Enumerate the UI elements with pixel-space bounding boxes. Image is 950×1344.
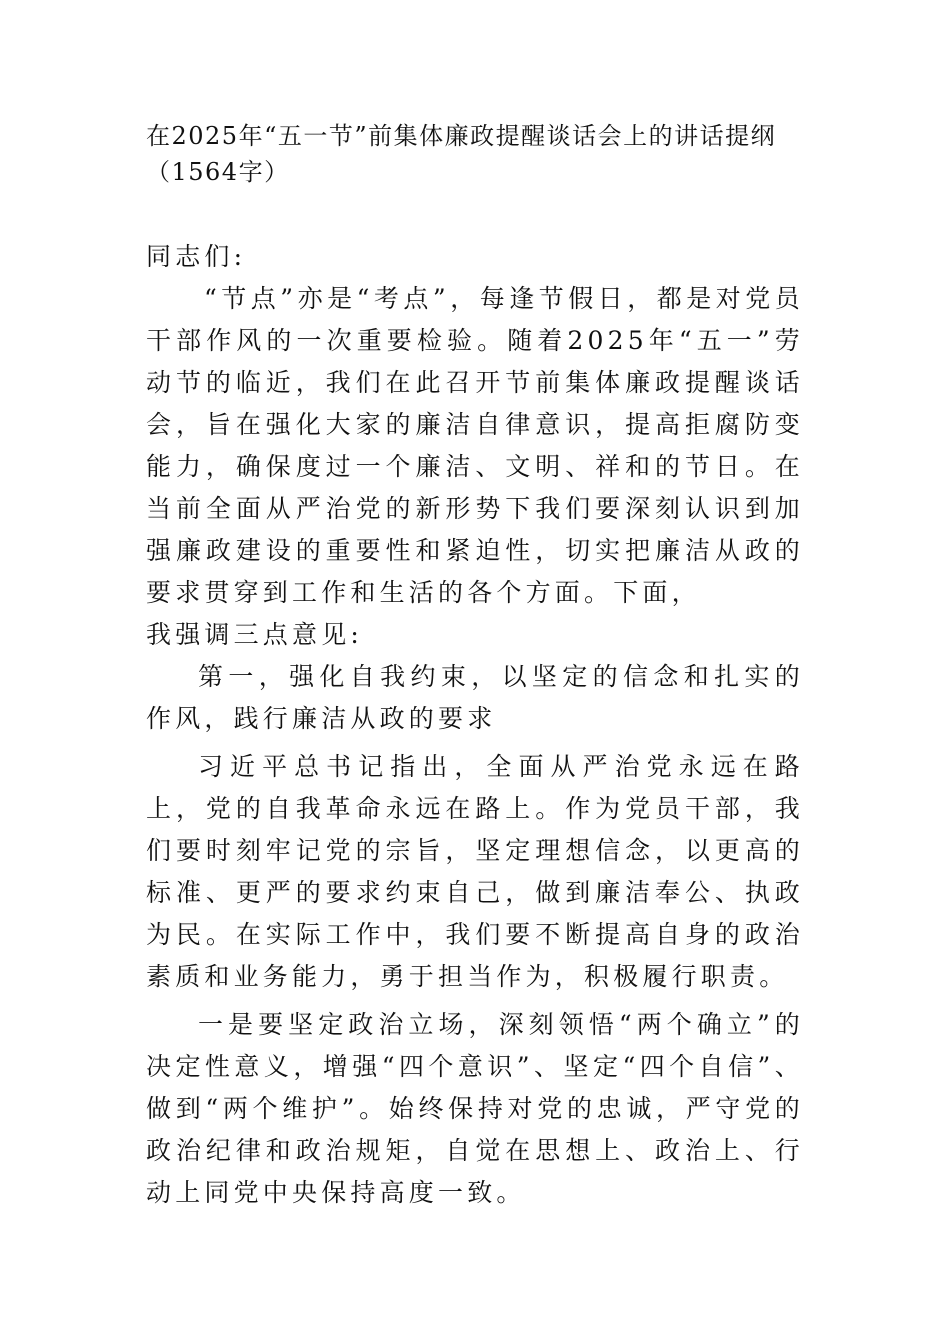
salutation: 同志们: xyxy=(146,242,247,271)
section-heading-first: 第一，强化自我约束，以坚定的信念和扎实的作风，践行廉洁从政的要求 xyxy=(146,662,804,733)
paragraph-point-one: 一是要坚定政治立场，深刻领悟“两个确立”的决定性意义，增强“四个意识”、坚定“四个自信”、做到“两个维护”。始终保持对党的忠诚，严守党的政治纪律和政治规矩，自觉在思想上、政治上、行动上同党中央保持高度一致。 xyxy=(146,1010,804,1207)
document-title-line-1: 在2025年“五一节”前集体廉政提醒谈话会上的讲话提纲 xyxy=(146,122,777,150)
paragraph-intro: “节点”亦是“考点”，每逢节假日，都是对党员干部作风的一次重要检验。随着2025年“五一”劳动节的临近，我们在此召开节前集体廉政提醒谈话会，旨在强化大家的廉洁自律意识，提高拒腐防变能力，确保度过一个廉洁、文明、祥和的节日。在当前全面从严治党的新形势下我们要深刻认识到加强廉政建设的重要性和紧迫性，切实把廉洁从政的要求贯穿到工作和生活的各个方面。下面， xyxy=(146,284,804,607)
title-spacer xyxy=(146,190,804,236)
document-title-line-2: （1564字） xyxy=(146,158,290,186)
paragraph-section-one: 习近平总书记指出，全面从严治党永远在路上，党的自我革命永远在路上。作为党员干部，我们要时刻牢记党的宗旨，坚定理想信念，以更高的标准、更严的要求约束自己，做到廉洁奉公、执政为民。在实际工作中，我们要不断提高自身的政治素质和业务能力，勇于担当作为，积极履行职责。 xyxy=(146,752,804,991)
paragraph-three-points: 我强调三点意见: xyxy=(146,620,364,649)
document-page xyxy=(146,118,804,1214)
